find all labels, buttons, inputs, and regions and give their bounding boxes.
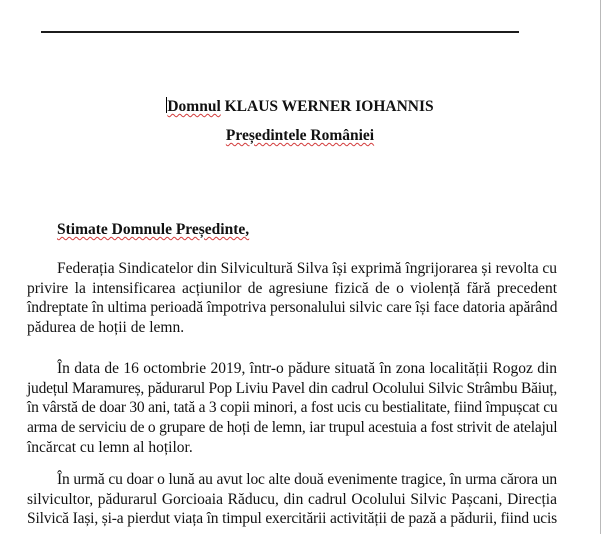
paragraph-line: Federația Sindicatelor din Silvicultură Silva își exprimă îngrijorarea și revolta cu [57, 260, 558, 277]
paragraph-line: încărcat cu lemn al hoților. [27, 438, 193, 456]
page-edge-border [600, 0, 601, 534]
paragraph-line: arma de serviciu de o grupare de hoți de lemn, iar trupul acestuia a fost strivit de atelajul [27, 419, 558, 437]
greeting-text: Stimate Domnule Președinte, [57, 221, 250, 238]
paragraph-line: îndreptate în ultima perioadă împotriva personalului silvic care își face datoria apărând [27, 299, 558, 317]
greeting[interactable] [57, 220, 249, 240]
header-horizontal-rule [41, 31, 519, 33]
paragraph-line: județul Maramureș, pădurarul Pop Liviu Pavel din cadrul Ocolului Silvic Strâmbu Băiuț, [27, 379, 557, 397]
paragraph-line: În data de 16 octombrie 2019, într-o pădure situată în zona localității Rogoz din [57, 360, 557, 377]
paragraph-line: privire la intensificarea acțiunilor de agresiune fizică de o violență fără precedent [27, 279, 558, 297]
paragraph-line: pădurea de hoții de lemn. [27, 319, 185, 337]
paragraph-line: silvicultor, pădurarul Gorcioaia Răducu, din cadrul Ocolului Silvic Pașcani, Direcția [27, 490, 557, 508]
paragraph-1[interactable] [27, 259, 557, 338]
paragraph-line: Silvică Iași, și-a pierdut viața în timpul exercitării activității de pază a pădurii, fiind ucis [27, 510, 557, 528]
paragraph-2[interactable] [27, 359, 557, 457]
recipient-name: KLAUS WERNER IOHANNIS [224, 98, 434, 115]
recipient-role: Președintele României [225, 127, 375, 144]
paragraph-3[interactable] [27, 470, 557, 529]
recipient-title-prefix: Domnul [167, 98, 221, 115]
recipient-heading[interactable] [0, 97, 600, 117]
paragraph-line: în vârstă de doar 30 ani, tată a 3 copii minori, a fost ucis cu bestialitate, fiind împușcat cu [27, 399, 558, 417]
paragraph-line: În urmă cu doar o lună au avut loc alte două evenimente tragice, în urma cărora un [57, 471, 557, 488]
recipient-role-heading[interactable] [0, 126, 600, 146]
